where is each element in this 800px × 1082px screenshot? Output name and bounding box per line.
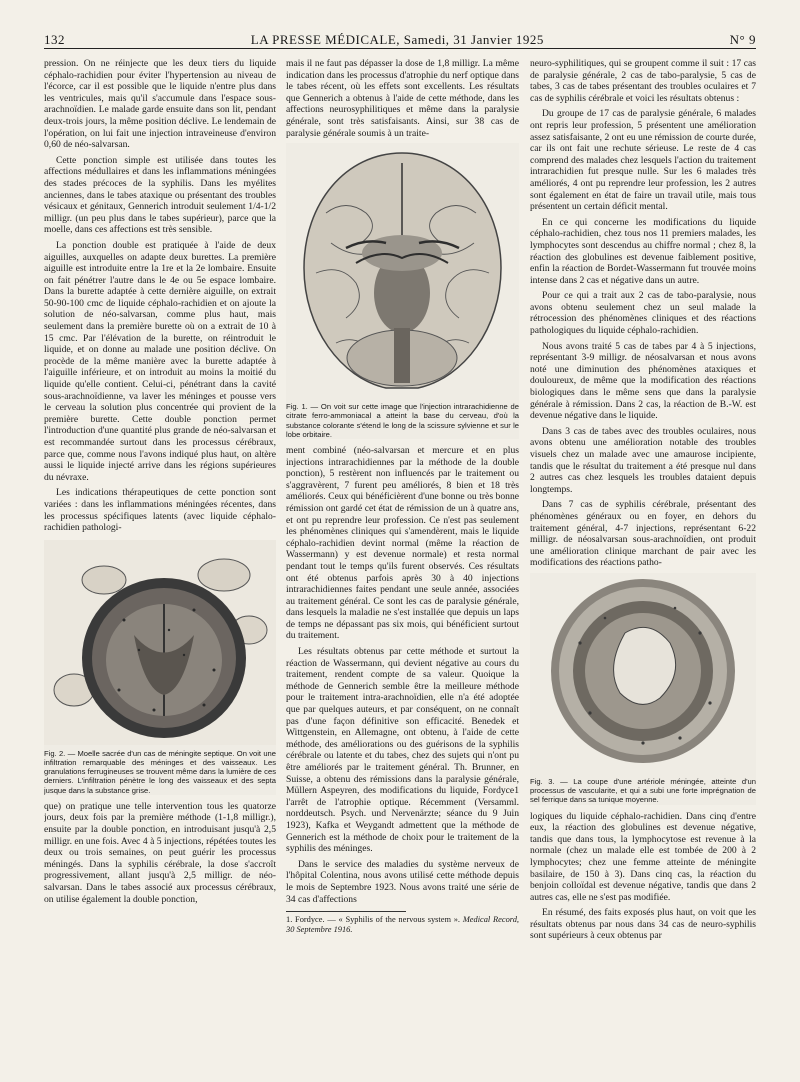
paragraph: neuro-syphilitiques, qui se groupent comme il suit : 17 cas de paralysie générale, 2 cas de tabo-paralysie, 5 cas de tabes, 3 cas de tabes présentant des troubles oculaires et 7 cas de syphilis cérébrale et voici les résultats obtenus : <box>530 58 756 104</box>
brain-base-image <box>286 143 519 398</box>
figure-3-caption: Fig. 3. — La coupe d'une artériole méningée, atteinte d'un processus de vascularite, et qui a subi une forte imprégnation de sel ferrique dans sa tunique moyenne. <box>530 776 756 805</box>
paragraph: Cette ponction simple est utilisée dans toutes les affections médullaires et dans les inflammations méningées des stades précoces de la syphilis. Dans les myélites anciennes, dans le tabes ataxique ou présentant des troubles vésicaux et génitaux, Gennerich introduit seulement 1/4-1/2 milligr. (un peu plus dans le tabes supérieur), parce que la moelle, dans ces affections est très sensible. <box>44 154 276 236</box>
paragraph: Les indications thérapeutiques de cette ponction sont variées : dans les inflammations méningées récentes, dans les processus spécifiques latents (avec liquide céphalo-rachidien pathologi- <box>44 487 276 534</box>
paragraph: Nous avons traité 5 cas de tabes par 4 à 5 injections, représentant 3-9 milligr. de néosalvarsan et nous avons noté une diminution des phénomènes ataxiques et douloureux, de même que la modification des réactions biologiques dans le même sens que dans la paralysie générale à rémission. Dans 2 cas, la réaction de B.-W. est devenue négative dans le liquide. <box>530 340 756 422</box>
paragraph: En ce qui concerne les modifications du liquide céphalo-rachidien, chez tous nos 11 premiers malades, les lymphocytes sont descendus au chiffre normal ; chez 8, la réaction des globulines est devenue faiblement positive, enfin la réaction de Bordet-Wassermann fut trouvée moins intense dans 2 cas et négative dans un autre. <box>530 216 756 286</box>
paragraph: Les résultats obtenus par cette méthode et surtout la réaction de Wassermann, qui devient négative au cours du traitement, rendent compte de sa valeur. Quoique la méthode de Gennerich semble être la meilleure méthode pour le traitement intra-arachnoïdien, elle n'a été adoptée que par quelques auteurs, et par conséquent, on ne connaît pas d'une façon définitive son efficacité. Benedek et Wittgenstein, en Allemagne, ont obtenu, à l'aide de cette méthode, des améliorations ou des guérisons de la syphilis cérébrale ou latente et du tabes, chez des sujets qui n'ont pu être améliorés par le traitement général. Th. Brunner, en Suisse, a obtenu des rémissions dans la paralysie générale, Müllern Aspeyren, des modifications du liquide, Fordyce1 l'arrêt de l'atrophie optique. Récemment (Versamml. norddeutsch. Psych. und Nervenärzte; séance du 9 Juin 1923), Kafka et Weygandt admettent que la méthode de Gennerich est la méthode de choix pour le traitement de la syphilis des méninges. <box>286 646 519 855</box>
footnote-divider <box>286 911 406 912</box>
figure-2 <box>44 540 276 795</box>
paragraph: mais il ne faut pas dépasser la dose de 1,8 milligr. La même indication dans les processus d'atrophie du nerf optique dans le tabes récent, où les effets sont excellents. Les résultats que Gennerich a obtenus à l'aide de cette méthode, dans les affections neurosyphilitiques et même dans la paralysie générale, sont très satisfaisants. Ainsi, sur 38 cas de paralysie générale soumis à un traite- <box>286 58 519 139</box>
footnote-text: 1. Fordyce. — « Syphilis of the nervous system ». <box>286 915 461 925</box>
paragraph: Dans le service des maladies du système nerveux de l'hôpital Colentina, nous avons utilisé cette méthode depuis le mois de Septembre 1923. Nous avons traité une série de 34 cas d'affections <box>286 858 519 905</box>
paragraph: ment combiné (néo-salvarsan et mercure et en plus injections intrarachidiennes par la méthode de la double ponction), 5 restèrent non influencés par le traitement ou s'aggravèrent, 7 furent peu améliorés, 8 bien et 18 très améliorés. Ceux qui bénéficièrent d'une bonne ou très bonne rémission ont gardé cet état de rémission de un à quatre ans, et ont pu reprendre leur profession. Ce n'est pas seulement les phénomènes cliniques qui s'amendèrent, mais le liquide céphalo-rachidien devint normal (même la réaction de Wassermann) y est devenue normale) et resta normal pendant tout le temps qu'ils furent observés. Ces résultats ont été obtenus parfois après 30 à 40 injections intrarachidiennes faites pendant une seule année, associées au traitement général. Ce sont les cas de paralysie générale, dans lesquels la maladie ne s'est installée que depuis un laps de temps ne dépassant pas six mois, qui bénéficient surtout du traitement. <box>286 444 519 642</box>
footnote-source: Medical Record, 30 Septembre 1916. <box>286 915 519 935</box>
paragraph: Pour ce qui a trait aux 2 cas de tabo-paralysie, nous avons obtenu seulement chez un seul malade la rétrocession des phénomènes cliniques et des réactions pathologiques du liquide céphalo-rachidien. <box>530 290 756 337</box>
column-right <box>530 58 756 1060</box>
column-middle <box>286 58 519 1060</box>
figure-2-caption: Fig. 2. — Moelle sacrée d'un cas de méningite septique. On voit une infiltration remarquable des méninges et des vaisseaux. Les granulations ferrugineuses se trouvent même dans la lumière de ces derniers. L'infiltration pénètre le long des vaisseaux et des septa jusque dans la substance grise. <box>44 748 276 795</box>
paragraph: Du groupe de 17 cas de paralysie générale, 6 malades ont repris leur profession, 5 présentent une amélioration assez satisfaisante, 2 ont eu une rémission de courte durée, car ils ont fait une rechute sérieuse. Le reste de 4 cas comprend des malades chez lesquels l'action du traitement intrarachidien fut presque nulle. Sur les 6 malades très améliorés, 4 ont pu reprendre leur profession, les 2 autres sont également en état de faire un travail utile, mais tous présentent un certain déficit mental. <box>530 108 756 213</box>
paragraph: En résumé, des faits exposés plus haut, on voit que les résultats obtenus par nous dans 34 cas de neuro-syphilis sont supérieurs à ceux obtenus par <box>530 907 756 942</box>
column-left <box>44 58 276 1060</box>
arteriole-section-image <box>530 573 756 773</box>
issue-number: N° 9 <box>729 32 756 47</box>
paragraph: pression. On ne réinjecte que les deux tiers du liquide céphalo-rachidien pour éviter l'hypertension au niveau de l'écorce, car il est possible que le liquide n'entre plus dans les ventricules, mais qu'il s'accumule dans l'espace sous-arachnoïdien. Le malade garde ensuite dans son lit, pendant deux-trois jours, la même position déclive. Le lendemain de l'opération, on lui fait une injection intraveineuse d'environ 0,60 de néo-salvarsan. <box>44 58 276 151</box>
figure-1 <box>286 143 519 439</box>
footnote <box>286 915 519 935</box>
figure-1-caption: Fig. 1. — On voit sur cette image que l'injection intrarachidienne de citrate ferro-ammoniacal a atteint la base du cerveau, d'où la substance colorante s'étend le long de la scissure sylvienne et sur le lobe orbitaire. <box>286 402 519 439</box>
paragraph: Dans 7 cas de syphilis cérébrale, présentant des phénomènes généraux ou en foyer, en dehors du traitement général, 4-7 injections, représentant 6-22 milligr. de néosalvarsan sous-arachnoïdien, ont produit une amélioration clinique marchant de pair avec les modifications des réactions patho- <box>530 499 756 569</box>
spinal-cord-section-image <box>44 540 276 745</box>
paragraph: Dans 3 cas de tabes avec des troubles oculaires, nous avons obtenu une amélioration notable des troubles visuels chez un malade avec une amaurose incipiente, tandis que le résultat du traitement a été presque nul dans 2 autres cas chez lesquels les troubles dataient depuis longtemps. <box>530 425 756 495</box>
journal-title-date: LA PRESSE MÉDICALE, Samedi, 31 Janvier 1925 <box>250 32 544 47</box>
running-header <box>44 26 756 49</box>
paragraph: logiques du liquide céphalo-rachidien. Dans cinq d'entre eux, la réaction des globulines est devenue négative, tandis que dans tous, la lymphocytose est revenue à la normale (chez un malade elle est tombée de 200 à 2 lymphocytes; chez une femme atteinte de méningite basilaire, de 150 à 3). Dans cinq cas, la réaction du benjoin colloïdal est devenue négative, tandis que dans 2 autres cas, elle ne s'est pas modifiée. <box>530 810 756 903</box>
paragraph: La ponction double est pratiquée à l'aide de deux aiguilles, auxquelles on adapte deux burettes. La première aiguille est introduite entre la 1re et la 2e lombaire. Ensuite on fait pénétrer l'autre dans le 4e ou 5e espace lombaire. Dans la burette adaptée à cette dernière aiguille, on extrait 50-90-100 cmc de liquide céphalo-rachidien et on ajoute la solution de néo-salvarsan, comme plus haut, mais seulement dans la première burette où on a extrait de 10 à 15 cmc. Par l'élévation de la burette, on réintroduit le liquide, et on donne au malade une position déclive. On procède de la même manière avec la burette adaptée à l'aiguille inférieure, et on introduit au moins la moitié du liquide qu'elle contient. Celui-ci, pénétrant dans la cavité sous-arachnoïdienne, va laver les méninges et pousse vers le cerveau la solution plus concentrée qui provient de la première burette. Cette double ponction permet l'introduction d'une quantité plus grande de néo-salvarsan et est recommandée surtout dans les processus cérébraux, parce que, comme nous l'avons indiqué plus haut, on altère aussi le liquide injecté arrive dans les régions supérieures du névraxe. <box>44 239 276 483</box>
figure-3 <box>530 573 756 805</box>
page-number: 132 <box>44 32 65 47</box>
paragraph: que) on pratique une telle intervention tous les quatorze jours, deux fois par la première méthode (1-1,8 milligr.), ensuite par la double ponction, en introduisant jusqu'à 2,5 milligr. en une fois. Avec 4 à 5 injections, répétées toutes les deux ou trois semaines, on peut guérir les processus méningés. Dans la syphilis cérébrale, la dose s'accroît progressivement, allant jusqu'à 2,5 milligr. de néo-salvarsan. Dans le tabes associé aux processus cérébraux, on utilise également la double ponction, <box>44 800 276 905</box>
